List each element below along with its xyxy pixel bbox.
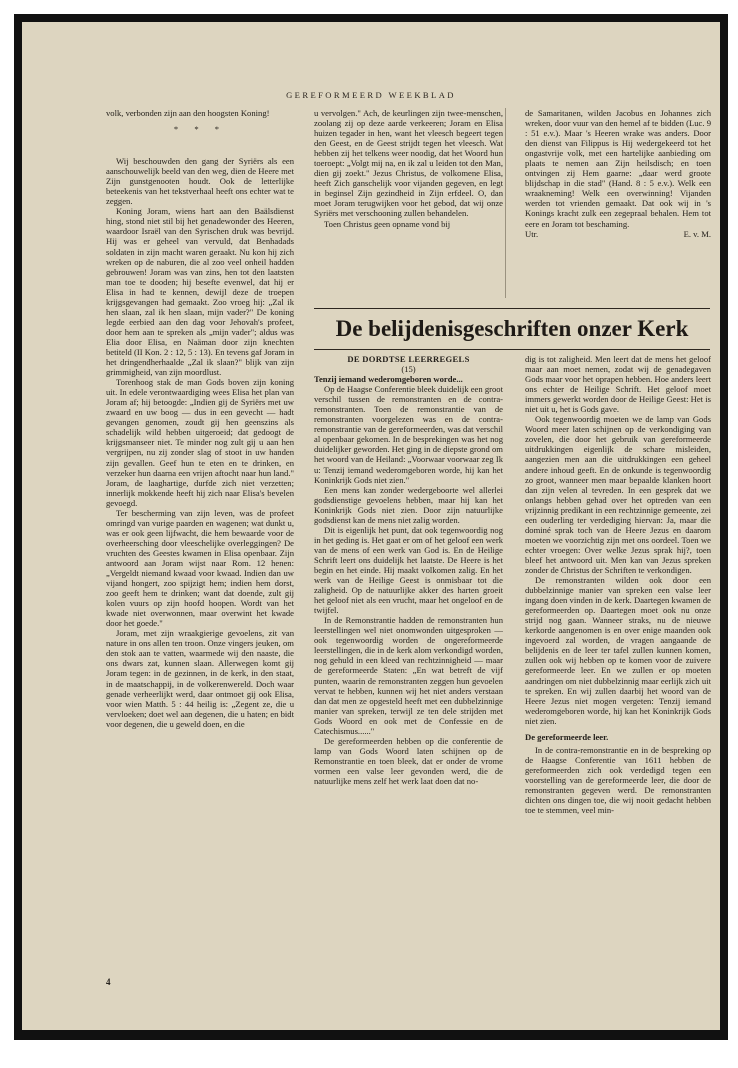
installment-number: (15) (401, 364, 416, 375)
page-number: 4 (106, 977, 111, 987)
article-title: De belijdenisgeschriften onzer Kerk (335, 316, 689, 341)
series-title: DE DORDTSE LEERREGELS (347, 354, 470, 364)
signoff-place: Utr. (525, 228, 539, 239)
paragraph: Dit is eigenlijk het punt, dat ook tegenwoordig nog in het geding is. Het gaat er om of het geloof een werk van de mens of een werk van God is. En de Heilige Schrift leert ons duidelijk het laatste. De Heere is het begin en het einde. Hij maakt volkomen zalig. En het werk van de Heilige Geest is onmisbaar tot die zaligheid. Op de natuurlijke akker des harten groeit het geloof niet als een vrucht, maar het ongeloof en de twijfel. (314, 524, 503, 616)
paragraph: Een mens kan zonder wedergeboorte wel allerlei godsdienstige gevoelens hebben, maar hij kan het Koninkrijk Gods niet zien. Door zijn natuurlijke godsdienst kan de mens niet zalig worden. (314, 484, 503, 525)
headline-rule-top (314, 308, 710, 309)
scanned-page-frame (14, 14, 728, 1040)
newspaper-page (22, 22, 720, 1030)
subheading: De gereformeerde leer. (525, 731, 609, 742)
signoff (525, 229, 711, 239)
paragraph: Op de Haagse Conferentie bleek duidelijk een groot verschil tussen de remonstranten en de contra-remonstranten. Toen de remonstrantie van de remonstranten voorgelezen was en de contra-remonstrantie van de gereformeerden, was dat verschil al openbaar gekomen. In de besprekingen was het nog duidelijker geworden. Het ging in de diepste grond om het woord van de Heiland: „Voorwaar voorwaar zeg Ik u: Tenzij iemand wederomgeboren worde, hij kan het Koninkrijk Gods niet zien." (314, 384, 503, 485)
paragraph: Torenhoog stak de man Gods boven zijn koning uit. In edele verontwaardiging wees Elisa het plan van Joram af; hij betoogde: „Indien gij de Syriërs met uw zwaard en uw boog — dus in een gevecht — hadt gevangen genomen, zoudt gij hen geenszins als schadelijk wild hebben uitgeroeid; dat gedoogt de krijgsmanseer niet. Te minder nog zult gij u aan hen vergrijpen, nu zij zonder slag of stoot in uw handen zijn gevallen. Geef hun te eten en te drinken, en verzeker hun daarna een vrijen aftocht naar hun land." Joram, de laaghartige, durfde zich niet verzetten; innerlijk mokkende heeft hij zich naar Elisa's bevelen gevoegd. (106, 377, 294, 508)
paragraph: Ter bescherming van zijn leven, was de profeet omringd van vurige paarden en wagenen; wat dunkt u, was er ook geen lijfwacht, die hem bewaarde voor de overheersching door vleeschelijke overleggingen? De vruchten des Geestes kwamen in Elisa openbaar. Zijn antwoord aan Joram wijst naar Rom. 12 henen: „Vergeldt niemand kwaad voor kwaad. Indien dan uw vijand hongert, zoo spijzigt hem; indien hem dorst, zoo geeft hem te drinken; want dat doende, zult gij kolen vuurs op zijn hoofd hoopen. Wordt van het kwade niet overwonnen, maar overwint het kwade door het goede." (106, 507, 294, 629)
paragraph: De remonstranten wilden ook door een dubbelzinnige manier van spreken een valse leer ingang doen vinden in de kerk. Daartegen kwamen de gereformeerden op. Daartegen moet ook nu onze strijd nog gaan. Wanneer straks, nu de nieuwe kerkorde aangenomen is en over enige maanden ook ingevoerd zal worden, de vragen aangaande de belijdenis en de leer ter tafel zullen kunnen komen, zullen ook wij hebben op te komen voor de zuivere gereformeerde leer. En we zullen er op moeten aandringen om niet dubbelzinnig maar eerlijk zich uit te spreken. En wij zullen daarbij het woord van de Heere Jezus niet mogen vergeten: Tenzij iemand wederomgeboren worde, hij kan het Koninkrijk Gods niet zien. (525, 575, 711, 726)
paragraph: u vervolgen." Ach, de keurlingen zijn twee-menschen, zoolang zij op deze aarde verkeeren; Joram en Elisa huizen tegader in hen, want het vleesch begeert tegen den Geest, en de Geest strijdt tegen het vleesch. Wat hebben zij het telkens weer noodig, dat het Woord hun toeroept: „Volgt mij na, en ik zal u leiden tot den Man, dien gij zoekt." Jezus Christus, de volkomene Elisa, heeft Zich ganschelijk voor vijanden gegeven, en legt in beginsel Zijn gezindheid in Zijn erfdeel. O, dan moet Joram terugwijken voor het gebod, dat wij onze Syriërs met verschooning zullen behandelen. (314, 108, 503, 219)
paragraph: Wij beschouwden den gang der Syriërs als een aanschouwelijk beeld van den weg, dien de Heere met Zijn gunstgenooten houdt. Ook de letterlijke beteekenis van het tekstverhaal heeft ons echter wat te zeggen. (106, 156, 294, 207)
headline-rule-bottom (314, 349, 710, 350)
section-separator: * * * (173, 124, 227, 135)
paragraph: De gereformeerden hebben op die conferentie de lamp van Gods Woord laten schijnen op de Remonstrantie en toen bleek, dat er onder de vrome vormen een valse leer gevonden werd, die de natuurlijke mens zelf het werk laat doen dat no- (314, 735, 503, 786)
paragraph: Koning Joram, wiens hart aan den Baälsdienst hing, stond niet stil bij het genadewonder des Heeren, waardoor Israël van den Syrischen druk was bevrijd. Hij was er geheel van vervuld, dat Benhadads soldaten in zijn macht waren geraakt. Nu kon hij zich wreken op de naburen, die al zoo veel onheil hadden gebrouwen! Joram was van zins, hen tot den laatsten man toe te dooden; hij besefte evenwel, dat hij er Elisa in had te kennen, dewijl deze de troepen krijgsgevangen had gemaakt. Zoo vroeg hij: „Zal ik hen slaan, zal ik hen slaan, mijn vader?" De koning legde eerbied aan den dag voor Jehovah's profeet, door hem aan te spreken als „mijn vader"; aldus was Elia door Elisa, en Naäman door zijn knechten betiteld (II Kon. 2 : 12, 5 : 13). En tevens gaf Joram in het dringendherhaalde „Zal ik slaan?" blijk van zijn grimmigheid, van zijn moordlust. (106, 206, 294, 378)
previous-article-column-3 (525, 108, 711, 298)
paragraph: de Samaritanen, wilden Jacobus en Johannes zich wreken, door vuur van den hemel af te bidden (Luc. 9 : 51 e.v.). Maar 's Heeren wrake was anders. Door den dienst van Filippus is Hij wedergekeerd tot het ongastvrije volk, met een hartelijke aanbieding om plaats te nemen aan Zijn heilsdisch; en toen ontvingen zij Hem gaarne: „daar werd groote blijdschap in die stad" (Hand. 8 : 5 e.v.). Welk een wraakneming! Welk een overwinning! Vijanden werden tot vrienden gemaakt. Dat ook wij in 's Konings kracht zulk een zegepraal behalen. Hem tot eere en Joram tot beschaming. (525, 108, 711, 229)
paragraph: dig is tot zaligheid. Men leert dat de mens het geloof maar aan moet nemen, zodat wij de genadegaven Gods maar voor het oprapen hebben. Hoe anders leert ons echter de Heilige Schrift. Het geloof moet immers gewerkt worden door de Heilige Geest: Het is niet uit u, het is Gods gave. (525, 354, 711, 415)
previous-article-column-2 (314, 108, 503, 298)
article-column-2 (525, 354, 711, 1016)
opening-text: volk, verbonden zijn aan den hoogsten Koning! (106, 108, 270, 118)
running-header: GEREFORMEERD WEEKBLAD (286, 90, 456, 100)
subheading: Tenzij iemand wederomgeboren worde... (314, 374, 463, 385)
article-column-1 (314, 354, 503, 1016)
signoff-author: E. v. M. (683, 228, 711, 239)
paragraph: In de Remonstrantie hadden de remonstranten hun leerstellingen wel niet onomwonden uitgesproken — ook tegenwoordig worden de ongereformeerde leerstellingen, die in de kerk alom verkondigd worden, nog gehuld in een kleed van rechtzinnigheid — maar de gereformeerde Staten: „En wat betreft de vijf punten, waarin de remonstranten zeggen hun gevoelen vervat te hebben, kunnen wij het niet anders verstaan dan dat men ze opgesteld heeft met een dubbelzinnige manier van spreken, terwijl ze ten dele strijden met Gods Woord en ook met de Confessie en de Catechismus......" (314, 615, 503, 736)
paragraph: Ook tegenwoordig moeten we de lamp van Gods Woord meer laten schijnen op de verkondiging van zovelen, die door het gebruik van gereformeerde uitdrukkingen eigenlijk de schare misleiden, aangezien men aan die uitdrukkingen een geheel andere inhoud geeft. En de onkunde is tegenwoordig zo groot, wanneer men maar bepaalde klanken hoort dan zijn velen al tevreden. In een gesprek dat we onlangs hebben gehad over het optreden van een vrijzinnig predikant in een rechtzinnige gemeente, zei een ouderling ter verdediging hiervan: Ja, maar die dominé sprak toch van de Heere Jezus en daarom moeten we voorzichtig zijn met ons oordeel. Toen we echter vroegen: Over welke Jezus sprak hij?, toen bleef het antwoord uit. Men kan van Jezus spreken zonder de Christus der Schriften te verkondigen. (525, 414, 711, 575)
paragraph: Joram, met zijn wraakgierige gevoelens, zit van nature in ons allen ten troon. Onze vingers jeuken, om den stok aan te vatten, waarmede wij den naaste, die ons dwars zat, kunnen slaan. Allerwegen komt gij Joram tegen: in de gezinnen, in de kerk, in den staat, in de maatschappij, in de volkerenwereld. Doch waar genade verheerlijkt werd, daar ontmoet gij ook Elisa, voor wien Matth. 5 : 44 heilig is: „Zegent ze, die u vervloeken; doet wel aan degenen, die u haten; en bidt voor degenen, die u geweld doen, en die (106, 628, 294, 729)
paragraph: Toen Christus geen opname vond bij (324, 218, 451, 229)
previous-article-column-1 (106, 108, 294, 968)
paragraph: In de contra-remonstrantie en in de bespreking op de Haagse Conferentie van 1611 hebben de gereformeerden zich ook verdedigd tegen een voorstelling van de gereformeerde leer, die door de remonstranten gegeven werd. De remonstranten dichten ons dingen toe, die wij nooit gedacht hebben toe te stemmen, veel min- (525, 744, 711, 816)
column-divider (505, 108, 506, 298)
